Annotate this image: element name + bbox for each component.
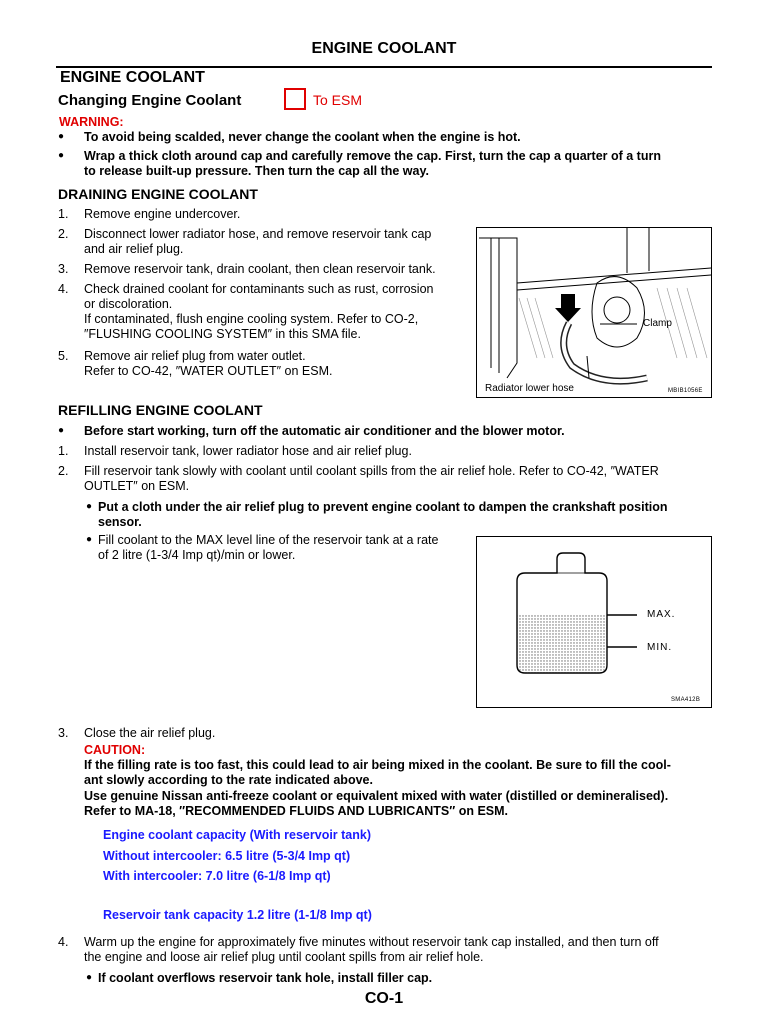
refilling-intro: Before start working, turn off the automatic air conditioner and the blower motor. — [84, 424, 565, 438]
subsection-title: Changing Engine Coolant — [58, 92, 242, 109]
draining-heading: DRAINING ENGINE COOLANT — [58, 186, 258, 202]
esm-link[interactable]: To ESM — [313, 92, 363, 108]
step-number: 3. — [58, 262, 69, 276]
bullet-icon: ● — [86, 972, 93, 983]
capacity-with-intercooler: With intercooler: 7.0 litre (6-1/8 Imp qt) — [103, 869, 331, 883]
step-number: 4. — [58, 282, 69, 296]
tank-min-label: MIN. — [647, 642, 673, 653]
refilling-step-4-cont: the engine and loose air relief plug until coolant spills from air relief hole. — [84, 950, 484, 964]
step-number: 2. — [58, 464, 69, 478]
bullet-icon: ● — [86, 501, 93, 512]
capacity-title: Engine coolant capacity (With reservoir tank) — [103, 828, 372, 842]
warning-item-2: Wrap a thick cloth around cap and carefully remove the cap. First, turn the cap a quarter of a turn — [84, 149, 661, 163]
page-header-title: ENGINE COOLANT — [311, 40, 457, 57]
refilling-sub-c: If coolant overflows reservoir tank hole, install filler cap. — [98, 971, 433, 985]
caution-line: Use genuine Nissan anti-freeze coolant or equivalent mixed with water (distilled or demineralised). — [84, 789, 669, 803]
capacity-without-intercooler: Without intercooler: 6.5 litre (5-3/4 Imp qt) — [103, 849, 351, 863]
refilling-step-2: Fill reservoir tank slowly with coolant until coolant spills from the air relief hole. Refer to CO-42, ″WATER — [84, 464, 659, 478]
draining-step-4: Check drained coolant for contaminants such as rust, corrosion — [84, 282, 434, 296]
step-number: 4. — [58, 935, 69, 949]
step-number: 1. — [58, 444, 69, 458]
warning-label: WARNING: — [59, 115, 124, 129]
step-number: 1. — [58, 207, 69, 221]
reservoir-tank-figure — [476, 536, 712, 708]
draining-step-4-cont: If contaminated, flush engine cooling system. Refer to CO-2, — [84, 312, 419, 326]
warning-item-1: To avoid being scalded, never change the coolant when the engine is hot. — [84, 130, 521, 144]
bullet-icon: ● — [58, 150, 65, 161]
header-rule — [56, 66, 712, 68]
refilling-step-4: Warm up the engine for approximately five minutes without reservoir tank cap installed, and then turn off — [84, 935, 659, 949]
caution-line: ant slowly according to the rate indicated above. — [84, 773, 373, 787]
refilling-sub-b: Fill coolant to the MAX level line of the reservoir tank at a rate — [98, 533, 439, 547]
caution-line: Refer to MA-18, ″RECOMMENDED FLUIDS AND LUBRICANTS″ on ESM. — [84, 804, 509, 818]
refilling-sub-a: Put a cloth under the air relief plug to prevent engine coolant to dampen the crankshaft position — [98, 500, 668, 514]
refilling-sub-b-cont: of 2 litre (1-3/4 Imp qt)/min or lower. — [98, 548, 296, 562]
refilling-heading: REFILLING ENGINE COOLANT — [58, 402, 263, 418]
tank-max-label: MAX. — [647, 609, 676, 620]
figure-code: MBIB1056E — [668, 388, 703, 394]
draining-step-2-cont: and air relief plug. — [84, 242, 184, 256]
draining-step-5: Remove air relief plug from water outlet. — [84, 349, 306, 363]
section-title: ENGINE COOLANT — [60, 69, 205, 86]
bullet-icon: ● — [58, 425, 65, 436]
bullet-icon: ● — [86, 534, 93, 545]
step-number: 3. — [58, 726, 69, 740]
draining-step-3: Remove reservoir tank, drain coolant, then clean reservoir tank. — [84, 262, 436, 276]
radiator-hose-illustration — [477, 228, 711, 397]
esm-link-box[interactable] — [284, 88, 306, 110]
bullet-icon: ● — [58, 131, 65, 142]
warning-item-2-cont: to release built-up pressure. Then turn the cap all the way. — [84, 164, 429, 178]
page-number: CO-1 — [364, 990, 404, 1007]
refilling-sub-a-cont: sensor. — [98, 515, 142, 529]
figure-label-hose: Radiator lower hose — [485, 383, 574, 394]
draining-step-2: Disconnect lower radiator hose, and remove reservoir tank cap — [84, 227, 432, 241]
caution-label: CAUTION: — [84, 743, 146, 757]
draining-step-4-cont: or discoloration. — [84, 297, 173, 311]
radiator-hose-figure — [476, 227, 712, 398]
figure-code: SMA412B — [671, 697, 701, 703]
draining-step-5-cont: Refer to CO-42, ″WATER OUTLET″ on ESM. — [84, 364, 333, 378]
reservoir-capacity: Reservoir tank capacity 1.2 litre (1-1/8 Imp qt) — [103, 908, 372, 922]
draining-step-4-cont: ″FLUSHING COOLING SYSTEM″ in this SMA file. — [84, 327, 361, 341]
step-number: 2. — [58, 227, 69, 241]
refilling-step-2-cont: OUTLET″ on ESM. — [84, 479, 190, 493]
figure-label-clamp: Clamp — [643, 318, 672, 329]
draining-step-1: Remove engine undercover. — [84, 207, 241, 221]
caution-line: If the filling rate is too fast, this could lead to air being mixed in the coolant. Be sure to fill the cool- — [84, 758, 671, 772]
reservoir-tank-illustration — [477, 537, 711, 707]
refilling-step-3: Close the air relief plug. — [84, 726, 216, 740]
step-number: 5. — [58, 349, 69, 363]
refilling-step-1: Install reservoir tank, lower radiator hose and air relief plug. — [84, 444, 412, 458]
